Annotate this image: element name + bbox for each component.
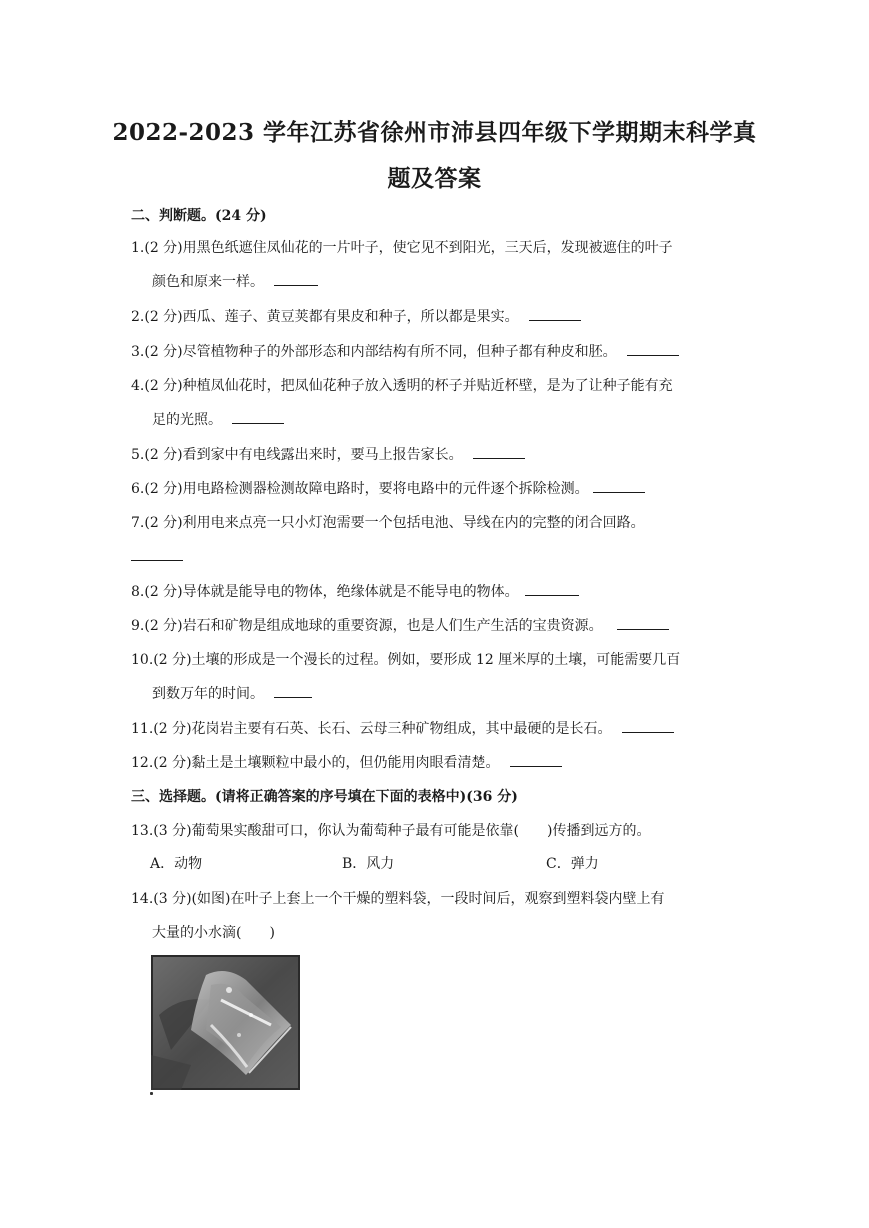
question-6-text: 6.(2 分)用电路检测器检测故障电路时，要将电路中的元件逐个拆除检测。 bbox=[131, 481, 589, 497]
question-7-blank-line bbox=[131, 546, 183, 565]
page-title-line-2: 题及答案 bbox=[387, 165, 482, 192]
question-13: 13.(3 分)葡萄果实酸甜可口，你认为葡萄种子最有可能是依靠( )传播到远方的。 bbox=[131, 823, 651, 839]
question-12-text: 12.(2 分)黏土是土壤颗粒中最小的，但仍能用肉眼看清楚。 bbox=[131, 755, 500, 771]
answer-blank-7[interactable] bbox=[131, 546, 183, 561]
question-4-text-end: 足的光照。 bbox=[152, 412, 222, 428]
answer-blank-1[interactable] bbox=[274, 271, 318, 286]
question-12 bbox=[131, 752, 562, 772]
answer-blank-2[interactable] bbox=[529, 306, 581, 321]
question-10-text-end: 到数万年的时间。 bbox=[152, 686, 264, 702]
answer-blank-12[interactable] bbox=[510, 752, 562, 767]
section-2-heading: 二、判断题。(24 分) bbox=[131, 208, 267, 224]
question-3-text: 3.(2 分)尽管植物种子的外部形态和内部结构有所不同，但种子都有种皮和胚。 bbox=[131, 344, 617, 360]
answer-blank-10[interactable] bbox=[274, 683, 312, 698]
question-2-text: 2.(2 分)西瓜、莲子、黄豆荚都有果皮和种子，所以都是果实。 bbox=[131, 309, 519, 325]
question-9-text: 9.(2 分)岩石和矿物是组成地球的重要资源，也是人们生产生活的宝贵资源。 bbox=[131, 618, 603, 634]
question-13-option-a[interactable]: A．动物 bbox=[150, 856, 203, 872]
question-1-text-end: 颜色和原来一样。 bbox=[152, 274, 264, 290]
answer-blank-8[interactable] bbox=[525, 581, 579, 596]
answer-blank-4[interactable] bbox=[232, 409, 284, 424]
question-7: 7.(2 分)利用电来点亮一只小灯泡需要一个包括电池、导线在内的完整的闭合回路。 bbox=[131, 515, 645, 531]
section-3-heading: 三、选择题。(请将正确答案的序号填在下面的表格中)(36 分) bbox=[131, 789, 518, 805]
question-14-line-2: 大量的小水滴( ) bbox=[152, 925, 275, 941]
question-10-line-1: 10.(2 分)土壤的形成是一个漫长的过程。例如，要形成 12 厘米厚的土壤，可能需要几百 bbox=[131, 652, 681, 668]
answer-blank-5[interactable] bbox=[473, 444, 525, 459]
question-1-line-2 bbox=[152, 271, 318, 291]
question-11-text: 11.(2 分)花岗岩主要有石英、长石、云母三种矿物组成，其中最硬的是长石。 bbox=[131, 721, 612, 737]
answer-blank-6[interactable] bbox=[593, 478, 645, 493]
question-14-line-1: 14.(3 分)(如图)在叶子上套上一个干燥的塑料袋，一段时间后，观察到塑料袋内壁上有 bbox=[131, 891, 665, 907]
question-11 bbox=[131, 718, 674, 738]
question-8 bbox=[131, 581, 579, 601]
question-8-text: 8.(2 分)导体就是能导电的物体，绝缘体就是不能导电的物体。 bbox=[131, 584, 519, 600]
question-4-line-2 bbox=[152, 409, 284, 429]
question-4-line-1: 4.(2 分)种植凤仙花时，把凤仙花种子放入透明的杯子并贴近杯壁，是为了让种子能有充 bbox=[131, 378, 673, 394]
leaf-plastic-bag-photo bbox=[151, 955, 300, 1090]
answer-blank-9[interactable] bbox=[617, 615, 669, 630]
question-3 bbox=[131, 341, 679, 361]
question-13-option-c[interactable]: C．弹力 bbox=[546, 856, 599, 872]
question-6 bbox=[131, 478, 645, 498]
question-5 bbox=[131, 444, 525, 464]
question-9 bbox=[131, 615, 669, 635]
answer-blank-11[interactable] bbox=[622, 718, 674, 733]
question-5-text: 5.(2 分)看到家中有电线露出来时，要马上报告家长。 bbox=[131, 447, 463, 463]
scan-speck bbox=[150, 1092, 153, 1095]
question-13-option-b[interactable]: B．风力 bbox=[342, 856, 395, 872]
answer-blank-3[interactable] bbox=[627, 341, 679, 356]
question-2 bbox=[131, 306, 581, 326]
page-title-line-1: 2022-2023 学年江苏省徐州市沛县四年级下学期期末科学真 bbox=[112, 119, 757, 146]
question-1-line-1: 1.(2 分)用黑色纸遮住凤仙花的一片叶子，使它见不到阳光，三天后，发现被遮住的叶子 bbox=[131, 240, 673, 256]
question-10-line-2 bbox=[152, 683, 312, 703]
